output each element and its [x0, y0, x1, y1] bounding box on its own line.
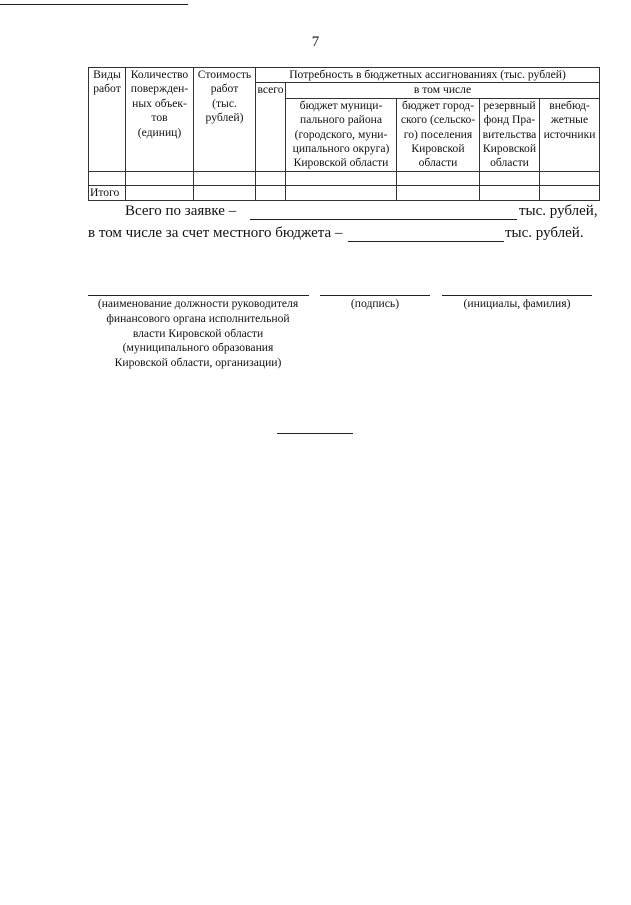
table-cell[interactable] [256, 171, 286, 185]
top-header-rule [0, 4, 188, 5]
table-cell[interactable] [89, 171, 126, 185]
table-cell[interactable] [480, 171, 540, 185]
table-cell[interactable] [194, 171, 256, 185]
table-cell[interactable] [540, 185, 600, 200]
header-extrabudgetary: внебюд- жетные источники [540, 98, 600, 171]
header-total: всего [256, 83, 286, 171]
header-including: в том числе [286, 83, 600, 98]
local-budget-label: в том числе за счет местного бюджета – [88, 225, 343, 241]
header-work-types: Виды работ [89, 68, 126, 172]
total-row-label: Итого [89, 185, 126, 200]
name-caption: (инициалы, фамилия) [463, 297, 571, 310]
end-of-document-rule [277, 433, 353, 434]
table-cell[interactable] [126, 171, 194, 185]
table-cell[interactable] [397, 185, 480, 200]
local-budget-blank[interactable] [348, 240, 504, 242]
header-cost: Стоимость работ (тыс. рублей) [194, 68, 256, 172]
local-budget-unit: тыс. рублей. [505, 225, 584, 241]
name-signature-line[interactable] [442, 295, 592, 296]
table-cell[interactable] [126, 185, 194, 200]
table-cell[interactable] [480, 185, 540, 200]
request-total-unit: тыс. рублей, [519, 203, 598, 219]
table-cell[interactable] [540, 171, 600, 185]
table-cell[interactable] [286, 171, 397, 185]
table-cell[interactable] [397, 171, 480, 185]
request-total-label: Всего по заявке – [125, 203, 237, 219]
request-total-blank[interactable] [250, 218, 517, 220]
position-caption: (наименование должности руководителя финансового органа исполнительной власти Кировской области (муниципального образования Кировской области, организации) [97, 297, 299, 370]
signature-line[interactable] [320, 295, 430, 296]
header-budget-need: Потребность в бюджетных ассигнованиях (тыс. рублей) [256, 68, 600, 83]
header-damaged-objects: Количество повержден- ных объек- тов (единиц) [126, 68, 194, 172]
budget-request-table [88, 67, 600, 201]
table-row [89, 171, 600, 185]
table-cell[interactable] [286, 185, 397, 200]
position-signature-line[interactable] [88, 295, 309, 296]
table-cell[interactable] [256, 185, 286, 200]
page-number: 7 [311, 34, 320, 50]
header-municipal-district-budget: бюджет муници- пального района (городского, муни- ципального округа) Кировской области [286, 98, 397, 171]
table-header-row-1 [89, 68, 600, 83]
header-reserve-fund: резервный фонд Пра- вительства Кировской области [480, 98, 540, 171]
header-settlement-budget: бюджет город- ского (сельско- го) поселения Кировской области [397, 98, 480, 171]
signature-caption: (подпись) [350, 297, 400, 310]
table-cell[interactable] [194, 185, 256, 200]
table-total-row [89, 185, 600, 200]
